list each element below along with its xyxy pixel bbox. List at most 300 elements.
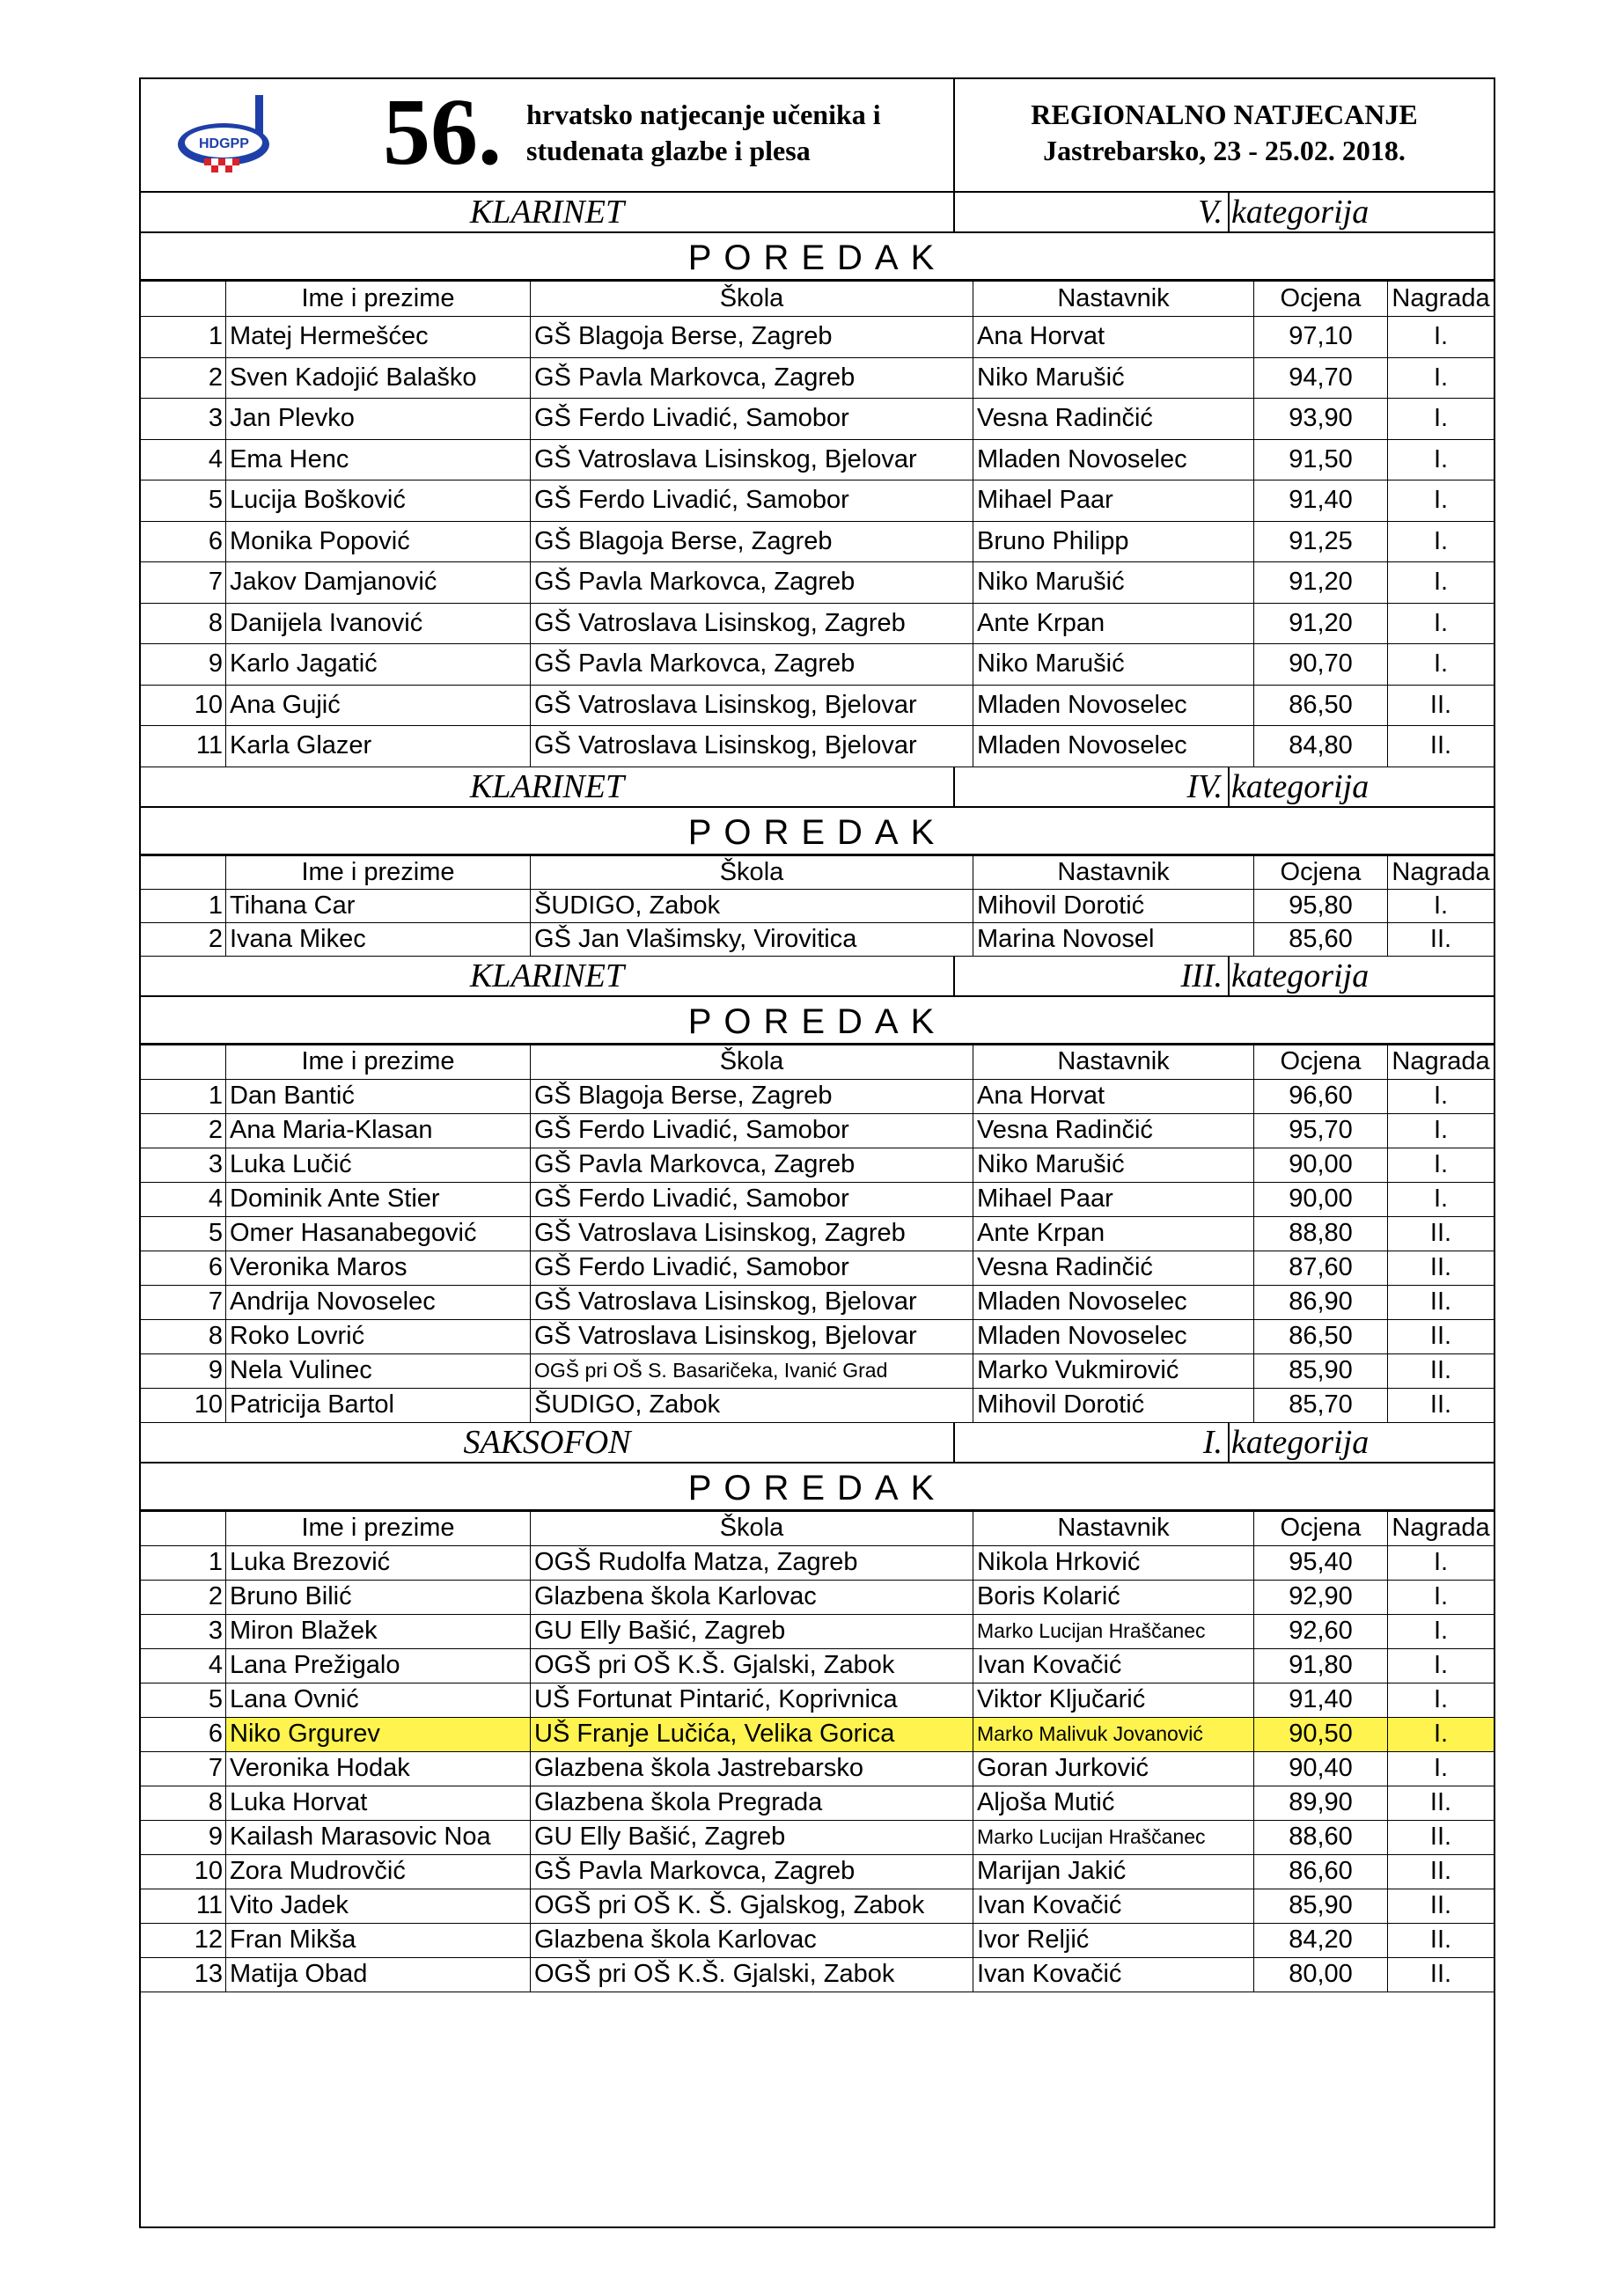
rank-header: [141, 1511, 226, 1545]
cell-student-name: Tihana Car: [226, 889, 531, 922]
cell-award: I.: [1388, 1614, 1494, 1648]
cell-teacher: Mihael Paar: [973, 480, 1254, 522]
subtitle-line-1: hrvatsko natjecanje učenika i: [526, 99, 881, 130]
cell-school: GŠ Vatroslava Lisinskog, Bjelovar: [531, 439, 973, 480]
category-number: I.: [1202, 1423, 1223, 1461]
cell-school: GŠ Vatroslava Lisinskog, Zagreb: [531, 1216, 973, 1251]
cell-award: II.: [1388, 1820, 1494, 1854]
column-header: Nagrada: [1388, 1045, 1494, 1079]
cell-award: I.: [1388, 644, 1494, 686]
cell-award: I.: [1388, 521, 1494, 562]
cell-student-name: Matija Obad: [226, 1957, 531, 1992]
table-row: [141, 644, 1494, 686]
cell-student-name: Ema Henc: [226, 439, 531, 480]
column-header: Ocjena: [1254, 1045, 1388, 1079]
ranking-table: [141, 1045, 1494, 1423]
table-row: [141, 1717, 1494, 1751]
table-row: [141, 1388, 1494, 1422]
results-sections: [141, 193, 1494, 1992]
cell-school: GŠ Ferdo Livadić, Samobor: [531, 480, 973, 522]
cell-student-name: Omer Hasanabegović: [226, 1216, 531, 1251]
cell-teacher: Mihael Paar: [973, 1182, 1254, 1216]
table-row: [141, 521, 1494, 562]
column-header: Škola: [531, 282, 973, 317]
cell-teacher: Ivan Kovačić: [973, 1889, 1254, 1923]
column-header: Škola: [531, 1045, 973, 1079]
cell-award: I.: [1388, 317, 1494, 358]
cell-award: I.: [1388, 357, 1494, 399]
cell-student-name: Kailash Marasovic Noa: [226, 1820, 531, 1854]
cell-rank: 5: [141, 1683, 226, 1717]
cell-score: 85,70: [1254, 1388, 1388, 1422]
cell-rank: 7: [141, 1751, 226, 1786]
cell-school: OGŠ Rudolfa Matza, Zagreb: [531, 1545, 973, 1580]
cell-score: 91,25: [1254, 521, 1388, 562]
competition-level: REGIONALNO NATJECANJE: [1031, 99, 1418, 130]
cell-school: GU Elly Bašić, Zagreb: [531, 1614, 973, 1648]
cell-rank: 5: [141, 1216, 226, 1251]
cell-student-name: Veronika Hodak: [226, 1751, 531, 1786]
cell-award: II.: [1388, 1854, 1494, 1889]
cell-rank: 11: [141, 726, 226, 767]
cell-rank: 2: [141, 922, 226, 956]
cell-award: II.: [1388, 1353, 1494, 1388]
cell-teacher: Goran Jurković: [973, 1751, 1254, 1786]
cell-score: 85,60: [1254, 922, 1388, 956]
category-number: IV.: [1186, 767, 1223, 805]
cell-award: II.: [1388, 726, 1494, 767]
cell-school: GŠ Pavla Markovca, Zagreb: [531, 1148, 973, 1182]
table-row: [141, 1957, 1494, 1992]
table-row: [141, 317, 1494, 358]
header-left: [141, 79, 955, 191]
cell-school: UŠ Fortunat Pintarić, Koprivnica: [531, 1683, 973, 1717]
cell-school: Glazbena škola Jastrebarsko: [531, 1751, 973, 1786]
instrument-name: KLARINET: [141, 767, 955, 806]
cell-award: I.: [1388, 1580, 1494, 1614]
table-row: [141, 1251, 1494, 1285]
cell-award: II.: [1388, 1889, 1494, 1923]
cell-score: 84,80: [1254, 726, 1388, 767]
cell-rank: 9: [141, 1353, 226, 1388]
instrument-name: SAKSOFON: [141, 1423, 955, 1462]
table-row: [141, 1751, 1494, 1786]
cell-school: OGŠ pri OŠ K.Š. Gjalski, Zabok: [531, 1648, 973, 1683]
cell-school: OGŠ pri OŠ K.Š. Gjalski, Zabok: [531, 1957, 973, 1992]
category-label: kategorija: [1228, 957, 1494, 995]
cell-teacher: Mihovil Dorotić: [973, 1388, 1254, 1422]
cell-award: II.: [1388, 1388, 1494, 1422]
cell-teacher: Viktor Ključarić: [973, 1683, 1254, 1717]
cell-student-name: Ana Gujić: [226, 685, 531, 726]
cell-teacher: Ana Horvat: [973, 317, 1254, 358]
cell-teacher: Ana Horvat: [973, 1079, 1254, 1113]
cell-rank: 3: [141, 399, 226, 440]
table-row: [141, 357, 1494, 399]
category-header: [141, 767, 1494, 808]
cell-score: 86,50: [1254, 685, 1388, 726]
cell-score: 97,10: [1254, 317, 1388, 358]
cell-rank: 8: [141, 1786, 226, 1820]
poredak-heading: POREDAK: [141, 233, 1494, 281]
cell-award: II.: [1388, 1319, 1494, 1353]
column-header: Ime i prezime: [226, 1045, 531, 1079]
table-row: [141, 726, 1494, 767]
table-row: [141, 1182, 1494, 1216]
cell-award: I.: [1388, 1683, 1494, 1717]
table-row: [141, 1854, 1494, 1889]
cell-score: 92,90: [1254, 1580, 1388, 1614]
cell-score: 95,70: [1254, 1113, 1388, 1148]
cell-school: GŠ Ferdo Livadić, Samobor: [531, 399, 973, 440]
cell-school: GŠ Ferdo Livadić, Samobor: [531, 1251, 973, 1285]
column-header: Škola: [531, 1511, 973, 1545]
cell-student-name: Matej Hermešćec: [226, 317, 531, 358]
header-right: [955, 79, 1494, 191]
cell-teacher: Mladen Novoselec: [973, 726, 1254, 767]
column-header: Ocjena: [1254, 1511, 1388, 1545]
table-row: [141, 1113, 1494, 1148]
cell-teacher: Ante Krpan: [973, 603, 1254, 644]
column-header: Nagrada: [1388, 282, 1494, 317]
logo-text: HDGPP: [199, 136, 249, 151]
cell-school: GŠ Blagoja Berse, Zagreb: [531, 317, 973, 358]
cell-student-name: Dominik Ante Stier: [226, 1182, 531, 1216]
cell-rank: 3: [141, 1614, 226, 1648]
cell-teacher: Marina Novosel: [973, 922, 1254, 956]
cell-teacher: Marko Lucijan Hraščanec: [973, 1614, 1254, 1648]
cell-school: GŠ Pavla Markovca, Zagreb: [531, 1854, 973, 1889]
table-row: [141, 1683, 1494, 1717]
cell-award: II.: [1388, 1923, 1494, 1957]
cell-school: Glazbena škola Karlovac: [531, 1580, 973, 1614]
cell-school: GŠ Pavla Markovca, Zagreb: [531, 562, 973, 604]
cell-award: I.: [1388, 1648, 1494, 1683]
cell-score: 95,80: [1254, 889, 1388, 922]
ranking-table: [141, 281, 1494, 767]
cell-award: II.: [1388, 1786, 1494, 1820]
column-header: Ocjena: [1254, 855, 1388, 889]
cell-student-name: Lucija Bošković: [226, 480, 531, 522]
table-row: [141, 1786, 1494, 1820]
cell-award: II.: [1388, 1957, 1494, 1992]
cell-school: GŠ Jan Vlašimsky, Virovitica: [531, 922, 973, 956]
column-header: Nastavnik: [973, 1045, 1254, 1079]
cell-school: GŠ Vatroslava Lisinskog, Bjelovar: [531, 1285, 973, 1319]
rank-header: [141, 1045, 226, 1079]
cell-student-name: Vito Jadek: [226, 1889, 531, 1923]
column-header: Nagrada: [1388, 855, 1494, 889]
cell-school: GŠ Pavla Markovca, Zagreb: [531, 357, 973, 399]
cell-score: 88,60: [1254, 1820, 1388, 1854]
table-header-row: [141, 282, 1494, 317]
cell-award: I.: [1388, 439, 1494, 480]
cell-award: I.: [1388, 1113, 1494, 1148]
cell-rank: 2: [141, 357, 226, 399]
cell-school: GŠ Vatroslava Lisinskog, Bjelovar: [531, 1319, 973, 1353]
table-row: [141, 1614, 1494, 1648]
cell-score: 91,80: [1254, 1648, 1388, 1683]
cell-award: I.: [1388, 1545, 1494, 1580]
cell-score: 85,90: [1254, 1353, 1388, 1388]
cell-rank: 2: [141, 1580, 226, 1614]
cell-rank: 1: [141, 1079, 226, 1113]
cell-award: I.: [1388, 889, 1494, 922]
cell-score: 86,90: [1254, 1285, 1388, 1319]
cell-score: 91,20: [1254, 562, 1388, 604]
cell-student-name: Dan Bantić: [226, 1079, 531, 1113]
cell-award: I.: [1388, 562, 1494, 604]
cell-score: 90,00: [1254, 1182, 1388, 1216]
cell-teacher: Ante Krpan: [973, 1216, 1254, 1251]
table-header-row: [141, 855, 1494, 889]
cell-rank: 12: [141, 1923, 226, 1957]
subtitle-line-2: studenata glazbe i plesa: [526, 135, 811, 166]
cell-student-name: Danijela Ivanović: [226, 603, 531, 644]
cell-teacher: Boris Kolarić: [973, 1580, 1254, 1614]
cell-teacher: Marko Vukmirović: [973, 1353, 1254, 1388]
rank-header: [141, 855, 226, 889]
table-row: [141, 480, 1494, 522]
cell-rank: 4: [141, 439, 226, 480]
cell-school: GŠ Pavla Markovca, Zagreb: [531, 644, 973, 686]
cell-school: ŠUDIGO, Zabok: [531, 1388, 973, 1422]
column-header: Nastavnik: [973, 855, 1254, 889]
cell-school: OGŠ pri OŠ S. Basaričeka, Ivanić Grad: [531, 1353, 973, 1388]
cell-teacher: Bruno Philipp: [973, 521, 1254, 562]
ranking-table: [141, 855, 1494, 957]
instrument-name: KLARINET: [141, 957, 955, 995]
document-header: [141, 79, 1494, 193]
cell-rank: 11: [141, 1889, 226, 1923]
cell-student-name: Bruno Bilić: [226, 1580, 531, 1614]
rank-header: [141, 282, 226, 317]
cell-rank: 1: [141, 1545, 226, 1580]
cell-teacher: Vesna Radinčić: [973, 399, 1254, 440]
cell-score: 85,90: [1254, 1889, 1388, 1923]
cell-rank: 4: [141, 1182, 226, 1216]
results-sheet: [139, 77, 1495, 2228]
cell-rank: 8: [141, 603, 226, 644]
cell-award: II.: [1388, 922, 1494, 956]
category-label: kategorija: [1228, 193, 1494, 231]
column-header: Škola: [531, 855, 973, 889]
cell-school: GŠ Ferdo Livadić, Samobor: [531, 1113, 973, 1148]
table-row: [141, 1319, 1494, 1353]
cell-score: 96,60: [1254, 1079, 1388, 1113]
cell-teacher: Marijan Jakić: [973, 1854, 1254, 1889]
cell-rank: 13: [141, 1957, 226, 1992]
category-number: III.: [1180, 957, 1223, 994]
cell-rank: 9: [141, 1820, 226, 1854]
cell-rank: 2: [141, 1113, 226, 1148]
poredak-heading: POREDAK: [141, 997, 1494, 1045]
cell-score: 84,20: [1254, 1923, 1388, 1957]
cell-teacher: Marko Lucijan Hraščanec: [973, 1820, 1254, 1854]
cell-score: 91,20: [1254, 603, 1388, 644]
cell-score: 90,50: [1254, 1717, 1388, 1751]
cell-rank: 6: [141, 1717, 226, 1751]
cell-student-name: Ana Maria-Klasan: [226, 1113, 531, 1148]
cell-teacher: Marko Malivuk Jovanović: [973, 1717, 1254, 1751]
cell-school: GŠ Blagoja Berse, Zagreb: [531, 1079, 973, 1113]
cell-teacher: Mladen Novoselec: [973, 1285, 1254, 1319]
cell-award: II.: [1388, 685, 1494, 726]
hdgpp-logo: [167, 90, 282, 178]
cell-teacher: Ivan Kovačić: [973, 1957, 1254, 1992]
cell-rank: 9: [141, 644, 226, 686]
cell-teacher: Niko Marušić: [973, 562, 1254, 604]
table-header-row: [141, 1511, 1494, 1545]
cell-student-name: Roko Lovrić: [226, 1319, 531, 1353]
column-header: Ime i prezime: [226, 282, 531, 317]
cell-rank: 8: [141, 1319, 226, 1353]
table-row: [141, 685, 1494, 726]
column-header: Nastavnik: [973, 1511, 1254, 1545]
category-header: [141, 957, 1494, 997]
ranking-table: [141, 1511, 1494, 1992]
cell-teacher: Niko Marušić: [973, 1148, 1254, 1182]
cell-score: 90,00: [1254, 1148, 1388, 1182]
category-label: kategorija: [1228, 767, 1494, 806]
cell-award: II.: [1388, 1216, 1494, 1251]
cell-score: 90,40: [1254, 1751, 1388, 1786]
table-row: [141, 603, 1494, 644]
cell-student-name: Ivana Mikec: [226, 922, 531, 956]
cell-student-name: Jakov Damjanović: [226, 562, 531, 604]
cell-teacher: Mihovil Dorotić: [973, 889, 1254, 922]
cell-school: GŠ Vatroslava Lisinskog, Bjelovar: [531, 726, 973, 767]
cell-score: 86,50: [1254, 1319, 1388, 1353]
cell-rank: 7: [141, 562, 226, 604]
cell-teacher: Mladen Novoselec: [973, 685, 1254, 726]
category-header: [141, 193, 1494, 233]
cell-score: 94,70: [1254, 357, 1388, 399]
cell-student-name: Niko Grgurev: [226, 1717, 531, 1751]
table-row: [141, 1353, 1494, 1388]
cell-teacher: Niko Marušić: [973, 357, 1254, 399]
table-row: [141, 889, 1494, 922]
cell-school: GŠ Ferdo Livadić, Samobor: [531, 1182, 973, 1216]
cell-student-name: Luka Brezović: [226, 1545, 531, 1580]
poredak-heading: POREDAK: [141, 1463, 1494, 1511]
edition-number: 56.: [383, 80, 502, 185]
cell-score: 92,60: [1254, 1614, 1388, 1648]
cell-school: GŠ Vatroslava Lisinskog, Zagreb: [531, 603, 973, 644]
cell-teacher: Mladen Novoselec: [973, 439, 1254, 480]
competition-place-date: Jastrebarsko, 23 - 25.02. 2018.: [1043, 135, 1406, 166]
cell-rank: 1: [141, 889, 226, 922]
cell-score: 87,60: [1254, 1251, 1388, 1285]
cell-teacher: Ivor Reljić: [973, 1923, 1254, 1957]
cell-student-name: Jan Plevko: [226, 399, 531, 440]
category-header: [141, 1423, 1494, 1463]
cell-school: Glazbena škola Karlovac: [531, 1923, 973, 1957]
cell-award: II.: [1388, 1285, 1494, 1319]
table-row: [141, 399, 1494, 440]
table-row: [141, 439, 1494, 480]
cell-score: 89,90: [1254, 1786, 1388, 1820]
cell-school: ŠUDIGO, Zabok: [531, 889, 973, 922]
cell-rank: 1: [141, 317, 226, 358]
cell-rank: 3: [141, 1148, 226, 1182]
cell-rank: 10: [141, 1854, 226, 1889]
cell-award: I.: [1388, 399, 1494, 440]
cell-student-name: Lana Prežigalo: [226, 1648, 531, 1683]
cell-student-name: Andrija Novoselec: [226, 1285, 531, 1319]
cell-award: I.: [1388, 1751, 1494, 1786]
cell-student-name: Lana Ovnić: [226, 1683, 531, 1717]
cell-score: 80,00: [1254, 1957, 1388, 1992]
cell-rank: 6: [141, 1251, 226, 1285]
table-row: [141, 1079, 1494, 1113]
cell-score: 91,40: [1254, 480, 1388, 522]
column-header: Nastavnik: [973, 282, 1254, 317]
cell-teacher: Mladen Novoselec: [973, 1319, 1254, 1353]
cell-student-name: Karla Glazer: [226, 726, 531, 767]
cell-school: GŠ Blagoja Berse, Zagreb: [531, 521, 973, 562]
table-row: [141, 1648, 1494, 1683]
cell-award: I.: [1388, 603, 1494, 644]
table-row: [141, 1285, 1494, 1319]
table-row: [141, 1820, 1494, 1854]
cell-rank: 10: [141, 685, 226, 726]
table-row: [141, 1216, 1494, 1251]
cell-student-name: Miron Blažek: [226, 1614, 531, 1648]
column-header: Ime i prezime: [226, 1511, 531, 1545]
poredak-heading: POREDAK: [141, 808, 1494, 855]
table-row: [141, 562, 1494, 604]
table-row: [141, 1889, 1494, 1923]
instrument-name: KLARINET: [141, 193, 955, 231]
cell-score: 86,60: [1254, 1854, 1388, 1889]
cell-score: 88,80: [1254, 1216, 1388, 1251]
cell-rank: 5: [141, 480, 226, 522]
cell-school: OGŠ pri OŠ K. Š. Gjalskog, Zabok: [531, 1889, 973, 1923]
cell-award: II.: [1388, 1251, 1494, 1285]
table-row: [141, 922, 1494, 956]
cell-student-name: Monika Popović: [226, 521, 531, 562]
cell-rank: 7: [141, 1285, 226, 1319]
cell-student-name: Luka Lučić: [226, 1148, 531, 1182]
competition-subtitle: [526, 97, 881, 169]
table-row: [141, 1148, 1494, 1182]
column-header: Nagrada: [1388, 1511, 1494, 1545]
cell-teacher: Aljoša Mutić: [973, 1786, 1254, 1820]
cell-score: 90,70: [1254, 644, 1388, 686]
cell-school: UŠ Franje Lučića, Velika Gorica: [531, 1717, 973, 1751]
cell-score: 91,40: [1254, 1683, 1388, 1717]
table-row: [141, 1545, 1494, 1580]
column-header: Ocjena: [1254, 282, 1388, 317]
cell-score: 93,90: [1254, 399, 1388, 440]
table-header-row: [141, 1045, 1494, 1079]
cell-teacher: Vesna Radinčić: [973, 1251, 1254, 1285]
cell-award: I.: [1388, 1148, 1494, 1182]
cell-rank: 6: [141, 521, 226, 562]
cell-teacher: Ivan Kovačić: [973, 1648, 1254, 1683]
table-row: [141, 1923, 1494, 1957]
cell-teacher: Niko Marušić: [973, 644, 1254, 686]
cell-student-name: Sven Kadojić Balaško: [226, 357, 531, 399]
cell-teacher: Vesna Radinčić: [973, 1113, 1254, 1148]
cell-student-name: Patricija Bartol: [226, 1388, 531, 1422]
cell-school: Glazbena škola Pregrada: [531, 1786, 973, 1820]
cell-student-name: Luka Horvat: [226, 1786, 531, 1820]
cell-student-name: Veronika Maros: [226, 1251, 531, 1285]
cell-award: I.: [1388, 1717, 1494, 1751]
category-label: kategorija: [1228, 1423, 1494, 1462]
